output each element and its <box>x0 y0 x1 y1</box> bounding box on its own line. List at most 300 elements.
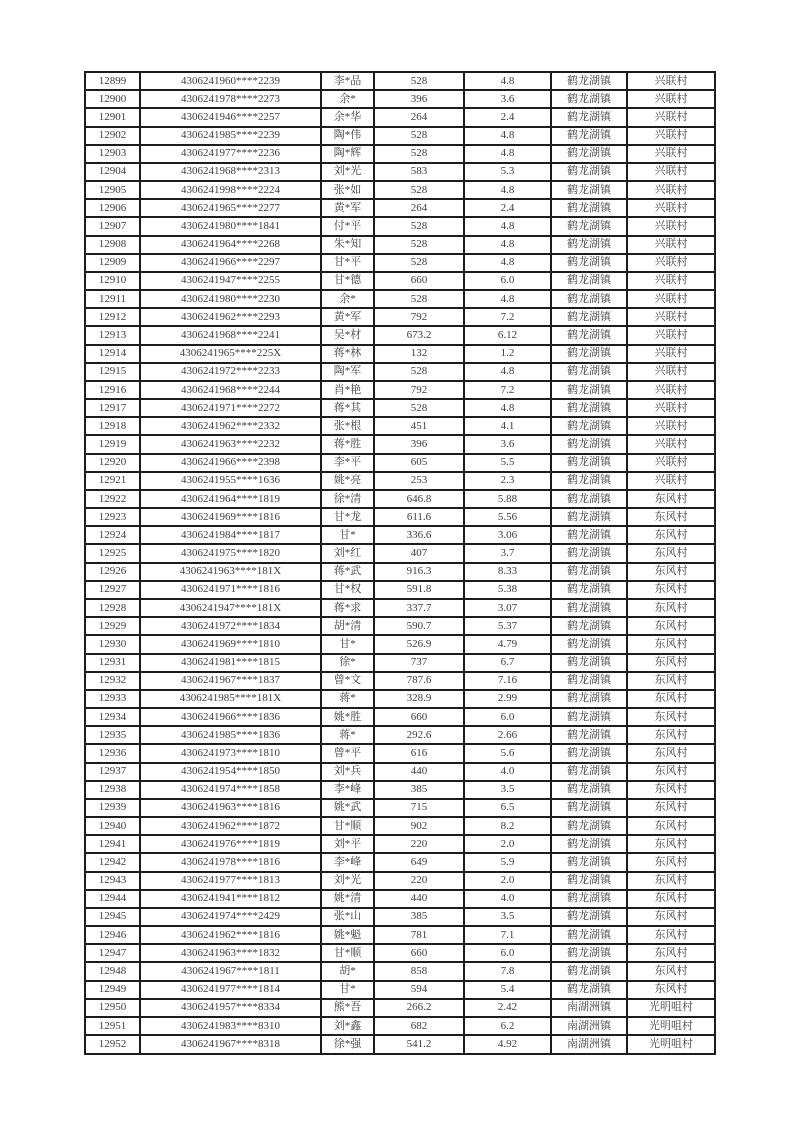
cell-id-number-masked: 4306241971****1816 <box>140 581 321 599</box>
table-row <box>85 744 715 762</box>
subsidy-table <box>84 71 716 1055</box>
table-row <box>85 72 715 90</box>
table-row <box>85 1035 715 1054</box>
cell-id-number-masked: 4306241962****1816 <box>140 926 321 944</box>
cell-area: 6.7 <box>464 654 551 672</box>
cell-id-number-masked: 4306241963****1832 <box>140 944 321 962</box>
cell-town: 鹤龙湖镇 <box>551 108 627 126</box>
cell-id-number-masked: 4306241967****1837 <box>140 672 321 690</box>
cell-serial-number: 12936 <box>85 744 140 762</box>
cell-town: 鹤龙湖镇 <box>551 944 627 962</box>
cell-person-name: 蒋*林 <box>321 345 374 363</box>
cell-serial-number: 12909 <box>85 254 140 272</box>
cell-village: 东风村 <box>627 672 715 690</box>
cell-area: 7.2 <box>464 308 551 326</box>
cell-serial-number: 12922 <box>85 490 140 508</box>
cell-village: 东风村 <box>627 744 715 762</box>
cell-village: 兴联村 <box>627 199 715 217</box>
cell-town: 鹤龙湖镇 <box>551 599 627 617</box>
cell-area: 3.5 <box>464 908 551 926</box>
cell-amount: 594 <box>374 981 464 999</box>
cell-town: 鹤龙湖镇 <box>551 490 627 508</box>
cell-serial-number: 12924 <box>85 526 140 544</box>
cell-town: 鹤龙湖镇 <box>551 817 627 835</box>
cell-village: 兴联村 <box>627 381 715 399</box>
table-row <box>85 635 715 653</box>
cell-id-number-masked: 4306241980****2230 <box>140 290 321 308</box>
cell-serial-number: 12939 <box>85 799 140 817</box>
cell-id-number-masked: 4306241957****8334 <box>140 999 321 1017</box>
cell-area: 4.8 <box>464 399 551 417</box>
cell-amount: 660 <box>374 708 464 726</box>
table-row <box>85 1017 715 1035</box>
cell-area: 4.1 <box>464 417 551 435</box>
cell-id-number-masked: 4306241973****1810 <box>140 744 321 762</box>
cell-village: 兴联村 <box>627 363 715 381</box>
cell-village: 东风村 <box>627 563 715 581</box>
cell-id-number-masked: 4306241985****2239 <box>140 127 321 145</box>
cell-id-number-masked: 4306241962****2293 <box>140 308 321 326</box>
cell-amount: 787.6 <box>374 672 464 690</box>
cell-village: 东风村 <box>627 654 715 672</box>
table-row <box>85 454 715 472</box>
cell-person-name: 甘*权 <box>321 581 374 599</box>
table-row <box>85 363 715 381</box>
cell-town: 鹤龙湖镇 <box>551 454 627 472</box>
cell-town: 鹤龙湖镇 <box>551 345 627 363</box>
cell-id-number-masked: 4306241977****2236 <box>140 145 321 163</box>
cell-serial-number: 12910 <box>85 272 140 290</box>
cell-village: 东风村 <box>627 981 715 999</box>
cell-village: 光明咀村 <box>627 999 715 1017</box>
cell-town: 鹤龙湖镇 <box>551 90 627 108</box>
cell-amount: 591.8 <box>374 581 464 599</box>
cell-person-name: 刘*兵 <box>321 763 374 781</box>
cell-area: 2.4 <box>464 108 551 126</box>
cell-serial-number: 12935 <box>85 726 140 744</box>
cell-village: 兴联村 <box>627 272 715 290</box>
cell-person-name: 甘*龙 <box>321 508 374 526</box>
cell-town: 鹤龙湖镇 <box>551 254 627 272</box>
cell-area: 5.56 <box>464 508 551 526</box>
cell-amount: 451 <box>374 417 464 435</box>
cell-amount: 737 <box>374 654 464 672</box>
cell-town: 鹤龙湖镇 <box>551 72 627 90</box>
cell-town: 鹤龙湖镇 <box>551 726 627 744</box>
cell-person-name: 胡* <box>321 962 374 980</box>
cell-amount: 649 <box>374 853 464 871</box>
cell-amount: 528 <box>374 217 464 235</box>
cell-person-name: 刘*光 <box>321 872 374 890</box>
cell-id-number-masked: 4306241968****2241 <box>140 326 321 344</box>
cell-amount: 660 <box>374 944 464 962</box>
cell-amount: 385 <box>374 781 464 799</box>
cell-town: 鹤龙湖镇 <box>551 853 627 871</box>
cell-person-name: 蒋*武 <box>321 563 374 581</box>
cell-area: 4.0 <box>464 763 551 781</box>
cell-id-number-masked: 4306241981****1815 <box>140 654 321 672</box>
cell-person-name: 甘* <box>321 981 374 999</box>
cell-town: 鹤龙湖镇 <box>551 581 627 599</box>
cell-town: 鹤龙湖镇 <box>551 363 627 381</box>
cell-village: 兴联村 <box>627 399 715 417</box>
cell-area: 4.8 <box>464 254 551 272</box>
cell-serial-number: 12932 <box>85 672 140 690</box>
cell-town: 鹤龙湖镇 <box>551 127 627 145</box>
cell-village: 东风村 <box>627 708 715 726</box>
table-row <box>85 835 715 853</box>
table-row <box>85 381 715 399</box>
cell-person-name: 甘*顺 <box>321 817 374 835</box>
cell-person-name: 朱*知 <box>321 236 374 254</box>
cell-person-name: 陶*伟 <box>321 127 374 145</box>
cell-amount: 858 <box>374 962 464 980</box>
cell-area: 3.7 <box>464 544 551 562</box>
cell-amount: 902 <box>374 817 464 835</box>
cell-serial-number: 12950 <box>85 999 140 1017</box>
cell-village: 东风村 <box>627 526 715 544</box>
cell-town: 鹤龙湖镇 <box>551 617 627 635</box>
cell-village: 东风村 <box>627 944 715 962</box>
cell-town: 鹤龙湖镇 <box>551 872 627 890</box>
cell-serial-number: 12946 <box>85 926 140 944</box>
cell-village: 兴联村 <box>627 308 715 326</box>
cell-person-name: 李*平 <box>321 454 374 472</box>
cell-area: 6.0 <box>464 272 551 290</box>
cell-area: 5.88 <box>464 490 551 508</box>
cell-id-number-masked: 4306241980****1841 <box>140 217 321 235</box>
cell-serial-number: 12925 <box>85 544 140 562</box>
table-row <box>85 181 715 199</box>
cell-village: 东风村 <box>627 872 715 890</box>
cell-village: 东风村 <box>627 817 715 835</box>
cell-area: 8.33 <box>464 563 551 581</box>
cell-village: 兴联村 <box>627 454 715 472</box>
cell-serial-number: 12944 <box>85 890 140 908</box>
cell-person-name: 姚*清 <box>321 890 374 908</box>
cell-serial-number: 12908 <box>85 236 140 254</box>
cell-area: 3.07 <box>464 599 551 617</box>
table-row <box>85 217 715 235</box>
cell-town: 鹤龙湖镇 <box>551 672 627 690</box>
cell-person-name: 张*如 <box>321 181 374 199</box>
cell-serial-number: 12942 <box>85 853 140 871</box>
cell-id-number-masked: 4306241985****181X <box>140 690 321 708</box>
cell-village: 东风村 <box>627 835 715 853</box>
cell-village: 东风村 <box>627 890 715 908</box>
cell-town: 鹤龙湖镇 <box>551 217 627 235</box>
cell-serial-number: 12902 <box>85 127 140 145</box>
cell-town: 南湖洲镇 <box>551 1035 627 1054</box>
cell-town: 鹤龙湖镇 <box>551 708 627 726</box>
cell-id-number-masked: 4306241968****2313 <box>140 163 321 181</box>
table-row <box>85 508 715 526</box>
cell-amount: 583 <box>374 163 464 181</box>
table-row <box>85 599 715 617</box>
table-row <box>85 236 715 254</box>
cell-person-name: 陶*辉 <box>321 145 374 163</box>
cell-town: 鹤龙湖镇 <box>551 163 627 181</box>
cell-village: 兴联村 <box>627 72 715 90</box>
cell-id-number-masked: 4306241975****1820 <box>140 544 321 562</box>
cell-village: 兴联村 <box>627 435 715 453</box>
cell-area: 4.8 <box>464 127 551 145</box>
cell-person-name: 余* <box>321 290 374 308</box>
cell-town: 鹤龙湖镇 <box>551 908 627 926</box>
cell-serial-number: 12907 <box>85 217 140 235</box>
cell-id-number-masked: 4306241966****1836 <box>140 708 321 726</box>
cell-area: 8.2 <box>464 817 551 835</box>
cell-area: 2.4 <box>464 199 551 217</box>
cell-area: 6.12 <box>464 326 551 344</box>
cell-amount: 132 <box>374 345 464 363</box>
cell-id-number-masked: 4306241967****1811 <box>140 962 321 980</box>
cell-person-name: 甘*平 <box>321 254 374 272</box>
table-row <box>85 399 715 417</box>
cell-person-name: 李*品 <box>321 72 374 90</box>
cell-area: 4.8 <box>464 363 551 381</box>
table-row <box>85 926 715 944</box>
cell-area: 3.6 <box>464 435 551 453</box>
cell-town: 鹤龙湖镇 <box>551 781 627 799</box>
cell-area: 5.38 <box>464 581 551 599</box>
cell-village: 东风村 <box>627 726 715 744</box>
cell-town: 鹤龙湖镇 <box>551 381 627 399</box>
cell-amount: 646.8 <box>374 490 464 508</box>
cell-area: 4.8 <box>464 181 551 199</box>
cell-amount: 528 <box>374 254 464 272</box>
cell-person-name: 蒋*其 <box>321 399 374 417</box>
cell-town: 鹤龙湖镇 <box>551 417 627 435</box>
table-row <box>85 563 715 581</box>
cell-village: 兴联村 <box>627 108 715 126</box>
cell-amount: 781 <box>374 926 464 944</box>
table-row <box>85 472 715 490</box>
cell-person-name: 刘*光 <box>321 163 374 181</box>
cell-serial-number: 12930 <box>85 635 140 653</box>
cell-area: 2.99 <box>464 690 551 708</box>
cell-person-name: 黄*军 <box>321 199 374 217</box>
cell-serial-number: 12943 <box>85 872 140 890</box>
cell-amount: 528 <box>374 145 464 163</box>
cell-town: 鹤龙湖镇 <box>551 835 627 853</box>
cell-amount: 526.9 <box>374 635 464 653</box>
cell-area: 6.0 <box>464 708 551 726</box>
cell-serial-number: 12941 <box>85 835 140 853</box>
cell-village: 东风村 <box>627 926 715 944</box>
cell-person-name: 徐*强 <box>321 1035 374 1054</box>
cell-person-name: 甘*德 <box>321 272 374 290</box>
cell-village: 兴联村 <box>627 254 715 272</box>
cell-id-number-masked: 4306241965****225X <box>140 345 321 363</box>
cell-amount: 292.6 <box>374 726 464 744</box>
cell-amount: 328.9 <box>374 690 464 708</box>
cell-town: 鹤龙湖镇 <box>551 962 627 980</box>
table-row <box>85 581 715 599</box>
table-row <box>85 944 715 962</box>
cell-id-number-masked: 4306241968****2244 <box>140 381 321 399</box>
cell-area: 4.8 <box>464 236 551 254</box>
cell-amount: 715 <box>374 799 464 817</box>
cell-village: 东风村 <box>627 781 715 799</box>
table-row <box>85 872 715 890</box>
cell-person-name: 曾*平 <box>321 744 374 762</box>
cell-area: 7.2 <box>464 381 551 399</box>
cell-person-name: 姚*亮 <box>321 472 374 490</box>
cell-village: 东风村 <box>627 490 715 508</box>
cell-id-number-masked: 4306241978****2273 <box>140 90 321 108</box>
cell-amount: 528 <box>374 363 464 381</box>
cell-person-name: 刘*红 <box>321 544 374 562</box>
cell-serial-number: 12913 <box>85 326 140 344</box>
cell-serial-number: 12952 <box>85 1035 140 1054</box>
table-row <box>85 781 715 799</box>
cell-town: 鹤龙湖镇 <box>551 654 627 672</box>
cell-village: 东风村 <box>627 508 715 526</box>
cell-id-number-masked: 4306241963****2232 <box>140 435 321 453</box>
cell-person-name: 徐*清 <box>321 490 374 508</box>
cell-person-name: 熊*吾 <box>321 999 374 1017</box>
cell-area: 5.3 <box>464 163 551 181</box>
cell-amount: 440 <box>374 890 464 908</box>
table-row <box>85 690 715 708</box>
cell-serial-number: 12921 <box>85 472 140 490</box>
cell-id-number-masked: 4306241947****181X <box>140 599 321 617</box>
cell-person-name: 陶*军 <box>321 363 374 381</box>
cell-village: 东风村 <box>627 617 715 635</box>
cell-person-name: 蒋*胜 <box>321 435 374 453</box>
cell-village: 东风村 <box>627 690 715 708</box>
cell-area: 3.5 <box>464 781 551 799</box>
cell-person-name: 蒋* <box>321 690 374 708</box>
table-row <box>85 145 715 163</box>
cell-id-number-masked: 4306241969****1816 <box>140 508 321 526</box>
cell-town: 鹤龙湖镇 <box>551 181 627 199</box>
cell-serial-number: 12917 <box>85 399 140 417</box>
cell-id-number-masked: 4306241977****1814 <box>140 981 321 999</box>
cell-area: 4.8 <box>464 72 551 90</box>
cell-town: 鹤龙湖镇 <box>551 926 627 944</box>
cell-id-number-masked: 4306241966****2398 <box>140 454 321 472</box>
table-row <box>85 726 715 744</box>
cell-serial-number: 12914 <box>85 345 140 363</box>
cell-area: 5.6 <box>464 744 551 762</box>
cell-area: 6.5 <box>464 799 551 817</box>
cell-village: 兴联村 <box>627 145 715 163</box>
cell-village: 兴联村 <box>627 236 715 254</box>
cell-person-name: 徐* <box>321 654 374 672</box>
cell-person-name: 刘*平 <box>321 835 374 853</box>
cell-person-name: 吴*材 <box>321 326 374 344</box>
cell-town: 鹤龙湖镇 <box>551 290 627 308</box>
cell-area: 6.0 <box>464 944 551 962</box>
cell-person-name: 姚*胜 <box>321 708 374 726</box>
cell-person-name: 李*峰 <box>321 853 374 871</box>
cell-person-name: 曾*文 <box>321 672 374 690</box>
cell-id-number-masked: 4306241966****2297 <box>140 254 321 272</box>
cell-serial-number: 12903 <box>85 145 140 163</box>
cell-id-number-masked: 4306241947****2255 <box>140 272 321 290</box>
table-row <box>85 799 715 817</box>
cell-id-number-masked: 4306241960****2239 <box>140 72 321 90</box>
cell-area: 5.9 <box>464 853 551 871</box>
cell-id-number-masked: 4306241974****1858 <box>140 781 321 799</box>
cell-serial-number: 12949 <box>85 981 140 999</box>
cell-id-number-masked: 4306241984****1817 <box>140 526 321 544</box>
cell-person-name: 张*根 <box>321 417 374 435</box>
cell-serial-number: 12911 <box>85 290 140 308</box>
cell-id-number-masked: 4306241946****2257 <box>140 108 321 126</box>
cell-amount: 385 <box>374 908 464 926</box>
cell-village: 东风村 <box>627 799 715 817</box>
cell-serial-number: 12934 <box>85 708 140 726</box>
cell-town: 鹤龙湖镇 <box>551 763 627 781</box>
cell-town: 鹤龙湖镇 <box>551 236 627 254</box>
cell-serial-number: 12901 <box>85 108 140 126</box>
cell-town: 鹤龙湖镇 <box>551 326 627 344</box>
cell-amount: 916.3 <box>374 563 464 581</box>
cell-amount: 396 <box>374 435 464 453</box>
cell-amount: 792 <box>374 381 464 399</box>
table-row <box>85 272 715 290</box>
table-row <box>85 308 715 326</box>
cell-area: 2.66 <box>464 726 551 744</box>
cell-town: 鹤龙湖镇 <box>551 744 627 762</box>
cell-amount: 541.2 <box>374 1035 464 1054</box>
cell-town: 鹤龙湖镇 <box>551 890 627 908</box>
cell-area: 2.0 <box>464 872 551 890</box>
cell-village: 东风村 <box>627 763 715 781</box>
cell-serial-number: 12951 <box>85 1017 140 1035</box>
cell-area: 2.0 <box>464 835 551 853</box>
cell-serial-number: 12900 <box>85 90 140 108</box>
cell-amount: 253 <box>374 472 464 490</box>
cell-id-number-masked: 4306241954****1850 <box>140 763 321 781</box>
cell-amount: 792 <box>374 308 464 326</box>
cell-area: 5.5 <box>464 454 551 472</box>
cell-area: 4.0 <box>464 890 551 908</box>
table-row <box>85 290 715 308</box>
cell-town: 鹤龙湖镇 <box>551 544 627 562</box>
cell-village: 东风村 <box>627 544 715 562</box>
cell-amount: 337.7 <box>374 599 464 617</box>
cell-village: 兴联村 <box>627 163 715 181</box>
cell-amount: 528 <box>374 181 464 199</box>
table-row <box>85 199 715 217</box>
cell-village: 东风村 <box>627 853 715 871</box>
table-row <box>85 763 715 781</box>
cell-area: 4.79 <box>464 635 551 653</box>
cell-town: 鹤龙湖镇 <box>551 435 627 453</box>
cell-id-number-masked: 4306241977****1813 <box>140 872 321 890</box>
cell-id-number-masked: 4306241964****2268 <box>140 236 321 254</box>
cell-id-number-masked: 4306241971****2272 <box>140 399 321 417</box>
table-row <box>85 708 715 726</box>
cell-village: 兴联村 <box>627 417 715 435</box>
cell-amount: 220 <box>374 872 464 890</box>
cell-village: 光明咀村 <box>627 1035 715 1054</box>
table-row <box>85 544 715 562</box>
cell-area: 4.92 <box>464 1035 551 1054</box>
table-row <box>85 962 715 980</box>
cell-town: 鹤龙湖镇 <box>551 399 627 417</box>
cell-village: 兴联村 <box>627 472 715 490</box>
table-row <box>85 108 715 126</box>
cell-id-number-masked: 4306241964****1819 <box>140 490 321 508</box>
cell-person-name: 胡*清 <box>321 617 374 635</box>
cell-town: 鹤龙湖镇 <box>551 690 627 708</box>
cell-village: 光明咀村 <box>627 1017 715 1035</box>
